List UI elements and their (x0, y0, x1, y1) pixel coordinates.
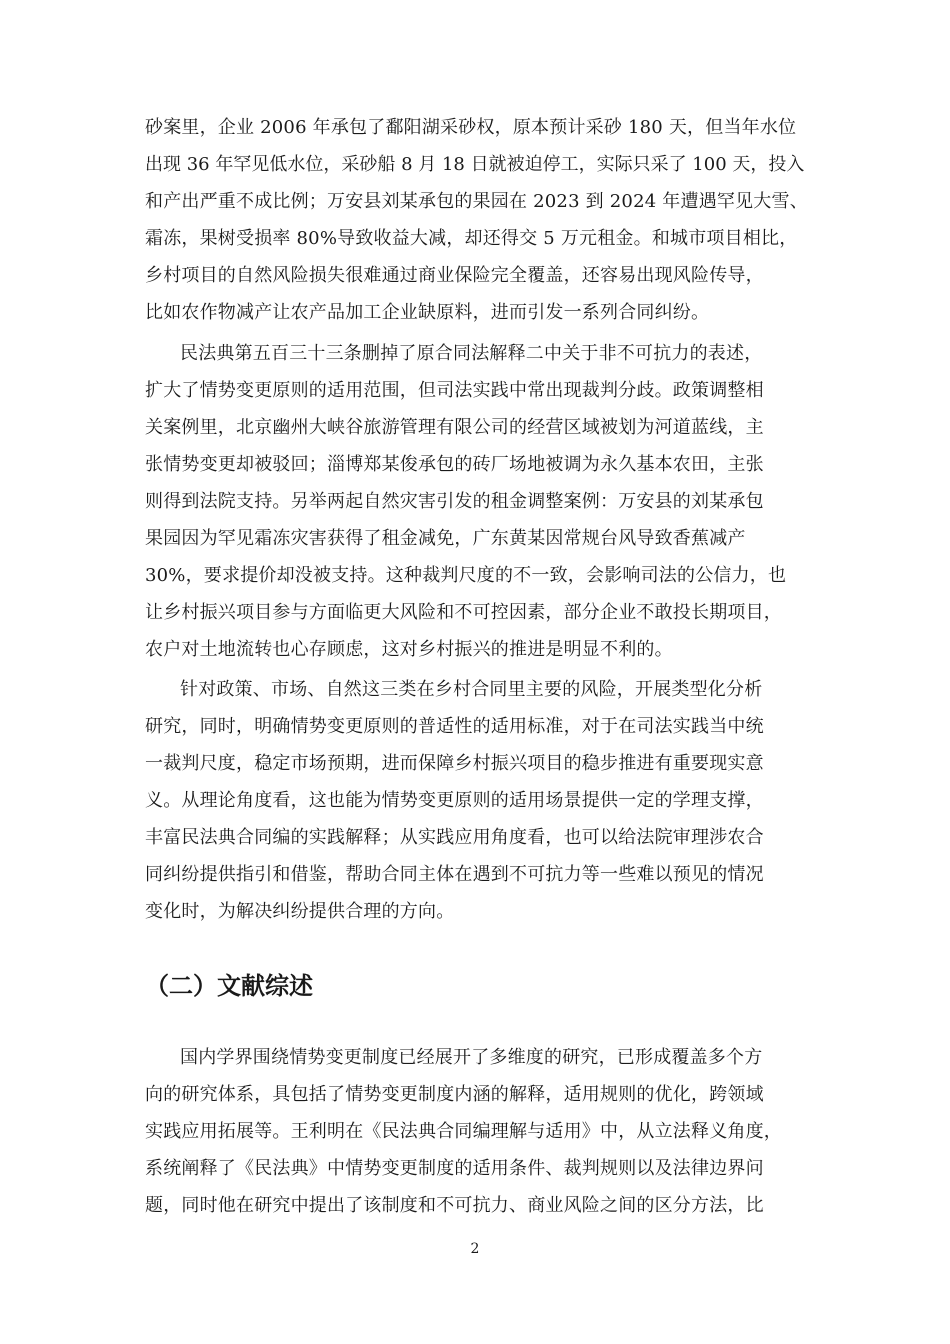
paragraph-line: 比如农作物减产让农产品加工企业缺原料，进而引发一系列合同纠纷。 (145, 302, 710, 323)
paragraph-line: 出现 36 年罕见低水位，采砂船 8 月 18 日就被迫停工，实际只采了 100 天，投入 (145, 154, 805, 175)
paragraph-line: 同纠纷提供指引和借鉴，帮助合同主体在遇到不可抗力等一些难以预见的情况 (145, 864, 764, 885)
paragraph-line: 义。从理论角度看，这也能为情势变更原则的适用场景提供一定的学理支撑， (145, 790, 764, 811)
section-heading: （二）文献综述 (145, 972, 313, 1000)
paragraph-line: 果园因为罕见霜冻灾害获得了租金减免，广东黄某因常规台风导致香蕉减产 (145, 528, 746, 549)
paragraph-line: 题，同时他在研究中提出了该制度和不可抗力、商业风险之间的区分方法，比 (145, 1195, 764, 1216)
paragraph-line: 一裁判尺度，稳定市场预期，进而保障乡村振兴项目的稳步推进有重要现实意 (145, 753, 764, 774)
paragraph-line: 针对政策、市场、自然这三类在乡村合同里主要的风险，开展类型化分析 (180, 679, 763, 700)
paragraph-line: 研究，同时，明确情势变更原则的普适性的适用标准，对于在司法实践当中统 (145, 716, 764, 737)
paragraph-line: 砂案里，企业 2006 年承包了鄱阳湖采砂权，原本预计采砂 180 天，但当年水位 (145, 117, 797, 138)
paragraph-line: 则得到法院支持。另举两起自然灾害引发的租金调整案例：万安县的刘某承包 (145, 491, 764, 512)
paragraph-line: 变化时，为解决纠纷提供合理的方向。 (145, 901, 455, 922)
paragraph-line: 张情势变更却被驳回；淄博郑某俊承包的砖厂场地被调为永久基本农田，主张 (145, 454, 764, 475)
paragraph-line: 向的研究体系，具包括了情势变更制度内涵的解释，适用规则的优化，跨领域 (145, 1084, 764, 1105)
paragraph-line: 扩大了情势变更原则的适用范围，但司法实践中常出现裁判分歧。政策调整相 (145, 380, 764, 401)
paragraph-line: 让乡村振兴项目参与方面临更大风险和不可控因素，部分企业不敢投长期项目， (145, 602, 782, 623)
paragraph-line: 关案例里，北京幽州大峡谷旅游管理有限公司的经营区域被划为河道蓝线，主 (145, 417, 764, 438)
paragraph-line: 系统阐释了《民法典》中情势变更制度的适用条件、裁判规则以及法律边界问 (145, 1158, 764, 1179)
paragraph-line: 实践应用拓展等。王利明在《民法典合同编理解与适用》中，从立法释义角度， (145, 1121, 782, 1142)
paragraph-line: 30%，要求提价却没被支持。这种裁判尺度的不一致，会影响司法的公信力，也 (145, 565, 787, 586)
paragraph-line: 民法典第五百三十三条删掉了原合同法解释二中关于非不可抗力的表述， (180, 343, 763, 364)
page-number: 2 (470, 1241, 480, 1257)
paragraph-line: 和产出严重不成比例；万安县刘某承包的果园在 2023 到 2024 年遭遇罕见大雪、 (145, 191, 808, 212)
paragraph-line: 丰富民法典合同编的实践解释；从实践应用角度看，也可以给法院审理涉农合 (145, 827, 764, 848)
paragraph-line: 乡村项目的自然风险损失很难通过商业保险完全覆盖，还容易出现风险传导， (145, 265, 764, 286)
paragraph-line: 农户对土地流转也心存顾虑，这对乡村振兴的推进是明显不利的。 (145, 639, 673, 660)
paragraph-line: 国内学界围绕情势变更制度已经展开了多维度的研究，已形成覆盖多个方 (180, 1047, 763, 1068)
paragraph-line: 霜冻，果树受损率 80%导致收益大减，却还得交 5 万元租金。和城市项目相比， (145, 228, 798, 249)
